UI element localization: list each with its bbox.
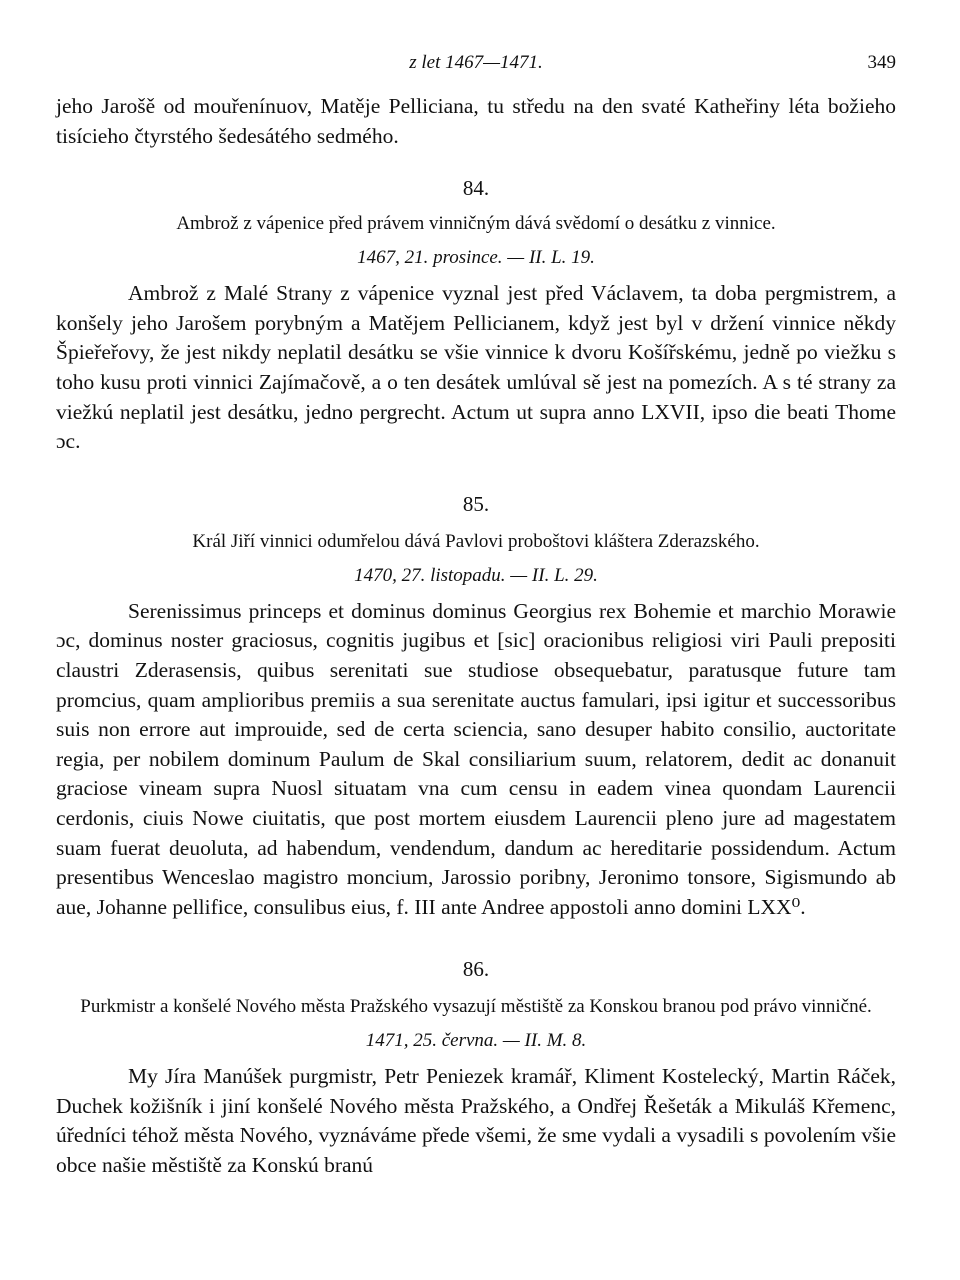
- page-number: 349: [867, 52, 896, 73]
- document-number: 85.: [462, 491, 490, 516]
- document-summary: Král Jiří vinnici odumřelou dává Pavlovi proboštovi kláštera Zderazského.: [192, 530, 760, 552]
- running-title: z let 1467—1471.: [409, 52, 543, 73]
- document-date: 1467, 21. prosince. — II. L. 19.: [357, 247, 595, 269]
- document-84: [56, 173, 896, 457]
- document-body: My Jíra Manúšek purgmistr, Petr Peniezek kramář, Kliment Kostelecký, Martin Ráček, Duchek kožišník i jiní konšelé Nového města Pražského, a Ondřej Řešeták a Mikuláš Křemenc, úředníci téhož města Nového, vyznáváme přede všemi, že sme vydali a vysadili s povolením všie obce našie městiště za Konskú branú: [56, 1064, 896, 1178]
- continuation-paragraph: jeho Jarošě od mouřenínuov, Matěje Pelliciana, tu středu na den svaté Katheřiny léta božieho tisícieho čtyrstého šedesátého sedmého.: [56, 94, 896, 148]
- document-summary: Ambrož z vápenice před právem vinničným dává svědomí o desátku z vinnice.: [176, 213, 776, 235]
- book-page: [56, 52, 896, 1181]
- document-date: 1471, 25. června. — II. M. 8.: [365, 1030, 587, 1052]
- document-body: Ambrož z Malé Strany z vápenice vyznal jest před Václavem, ta doba pergmistrem, a konšely jeho Jarošem porybným a Matějem Pellicianem, když jest byl v držení vinnice někdy Špieřeřovy, že jest nikdy neplatil desátku se všie vinnice k dvoru Košířskému, jedně po viežku s toho kusu proti vinnici Zajímačově, a o ten desátek umlúval sě jest na pomezích. A s té strany za viežkú neplatil jest desátku, jedno pergrecht. Actum ut supra anno LXVII, ipso die beati Thome ɔc.: [56, 281, 896, 454]
- document-86: [56, 954, 896, 1180]
- document-85: [56, 489, 896, 923]
- document-body: Serenissimus princeps et dominus dominus Georgius rex Bohemie et marchio Morawie ɔc, dominus noster graciosus, cognitis jugibus et [sic] oracionibus religiosi viri Pauli prepositi claustri Zderasensis, quibus serenitati sue studiose obsequebatur, paratusque future tam promcius, quam amplioribus premiis a sua serenitate auctus famulari, ipsi igitur et successoribus suis non errore aut improuide, sed de certa sciencia, sano desuper habito consilio, auctoritate regia, per nobilem dominum Paulum de Skal consiliarium suum, relatorem, dedit ac donanuit graciose vineam supra Nuosl situatam vna cum censu in eadem vinea quondam Laurencii cerdonis, ciuis Nowe ciuitatis, que post mortem eiusdem Laurencii pleno jure ad magestatem suam fuerat deuoluta, ad habendum, vendendum, dandum ac hereditarie possidendum. Actum presentibus Wenceslao magistro moncium, Jarossio poribny, Jeronimo tonsore, Sigismundo ab aue, Johanne pellifice, consulibus eius, f. III ante Andree appostoli anno domini LXX⁰.: [56, 598, 896, 919]
- document-date: 1470, 27. listopadu. — II. L. 29.: [354, 564, 598, 586]
- running-head: [56, 52, 896, 92]
- document-number: 86.: [462, 957, 490, 982]
- document-number: 84.: [462, 176, 490, 201]
- document-summary: Purkmistr a konšelé Nového města Pražského vysazují městiště za Konskou branou pod právo vinničné.: [80, 996, 872, 1018]
